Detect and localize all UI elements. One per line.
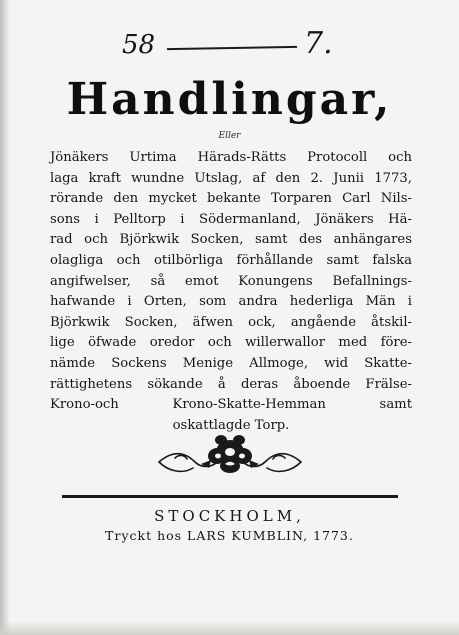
body-line: oskattlagde Torp.: [172, 417, 290, 433]
body-line: rättighetens sökande å deras åboende Frälse-: [50, 376, 412, 392]
handwritten-page-number: [122, 26, 342, 70]
imprint-printer: Tryckt hos LARS KUMBLIN, 1773.: [105, 528, 354, 543]
body-line: rörande den mycket bekante Torparen Carl Nils-: [50, 191, 412, 207]
body-line: sons i Pelltorp i Södermanland, Jönäkers Hä-: [50, 211, 412, 227]
connector-word: Eller: [218, 131, 241, 141]
body-line: Krono-och Krono-Skatte-Hemman samt: [50, 397, 412, 413]
page-number-right: 7.: [304, 26, 333, 61]
title-body-text: [50, 148, 412, 436]
body-line: Björkwik Socken, äfwen ock, angående åtskil-: [50, 314, 412, 330]
body-line: olagliga och otilbörliga förhållande samt falska: [50, 252, 412, 268]
page-number-left: 58: [122, 30, 156, 60]
body-line: lige öfwade oredor och willerwallor med före-: [50, 335, 412, 351]
floral-ornament-icon: [155, 428, 305, 482]
body-line: hafwande i Orten, som andra hederliga Män i: [50, 294, 412, 310]
body-line: rad och Björkwik Socken, samt des anhängares: [50, 232, 412, 248]
page-bottom-shadow: [0, 621, 459, 635]
body-line: angifwelser, så emot Konungens Befallnings-: [50, 273, 412, 289]
horizontal-rule: [62, 495, 398, 498]
body-line: laga kraft wundne Utslag, af den 2. Junii 1773,: [50, 170, 412, 186]
page-title: Handlingar,: [66, 74, 393, 125]
body-line: Jönäkers Urtima Härads-Rätts Protocoll och: [50, 150, 412, 165]
page-number-dash: [167, 46, 297, 50]
imprint-city: STOCKHOLM,: [154, 507, 305, 525]
body-line: nämde Sockens Menige Allmoge, wid Skatte-: [50, 355, 412, 371]
